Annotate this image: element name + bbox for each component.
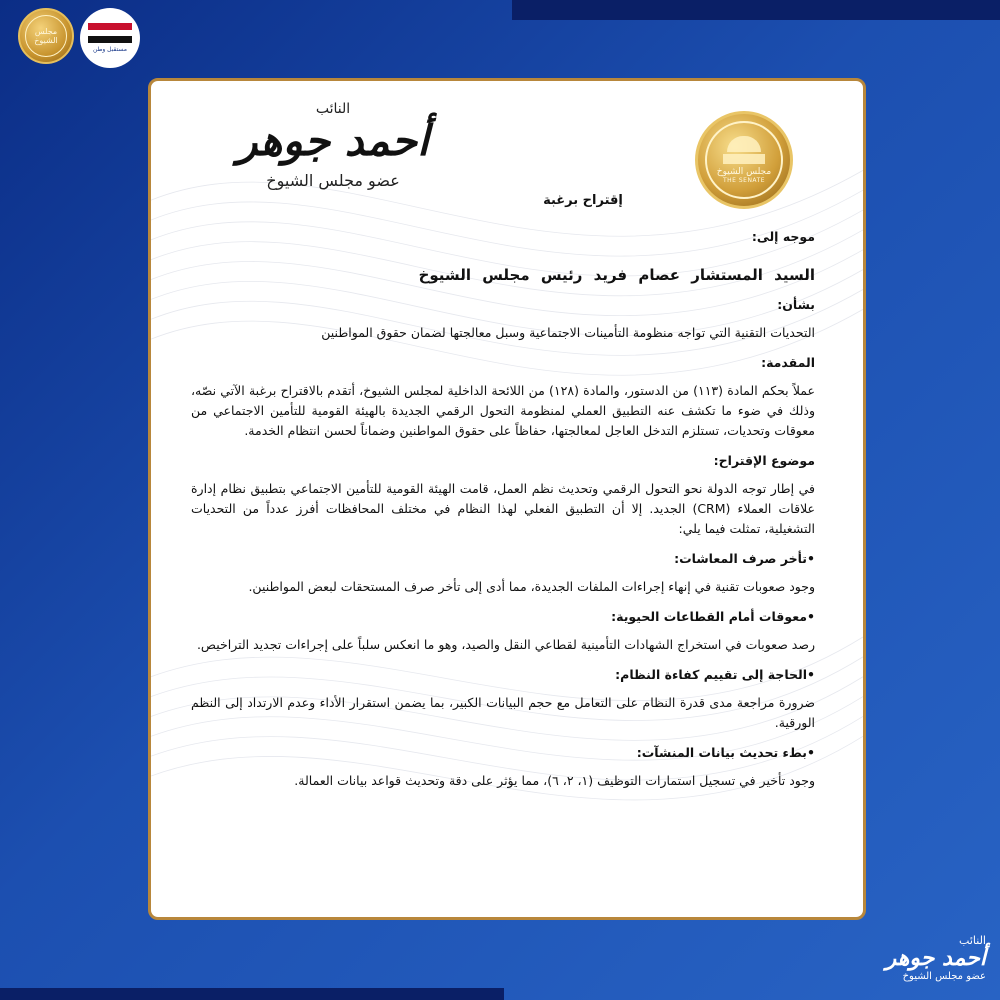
- intro-label: المقدمة:: [761, 355, 815, 370]
- item-text: ضرورة مراجعة مدى قدرة النظام على التعامل مع حجم البيانات الكبير، بما يضمن استقرار الأداء وعدم الارتداد إلى النظم الورقية.: [191, 695, 815, 730]
- topic-label: موضوع الإقتراح:: [713, 453, 815, 468]
- document-card: [148, 78, 866, 920]
- seal-english-text: THE SENATE: [722, 177, 766, 184]
- subject-label: بشأن:: [777, 297, 815, 312]
- document-title: إقتراح برغبة: [543, 193, 623, 208]
- footer-role: عضو مجلس الشيوخ: [902, 971, 986, 982]
- seal-ring: [705, 121, 783, 199]
- party-logo-icon: [80, 8, 140, 68]
- intro-text: عملاً بحكم المادة (١١٣) من الدستور، والمادة (١٢٨) من اللائحة الداخلية لمجلس الشيوخ، أتقدم بالاقتراح برغبة الآتي نصّه، وذلك في ضوء ما تكشف عنه التطبيق العملي لمنظومة التحول الرقمي الجديدة بالهيئة القومية للتأمين الاجتماعي من معوقات وتحديات، تستلزم التدخل العاجل لمعالجتها، حفاظاً على حقوق المواطنين وضماناً لحسن انتظام الخدمة.: [191, 383, 815, 438]
- top-dark-bar: [512, 0, 1000, 20]
- dome-icon: [727, 136, 761, 152]
- senate-logo-icon: [18, 8, 74, 64]
- item-heading: •معوقات أمام القطاعات الحيوية:: [611, 609, 815, 624]
- flag-icon: [88, 23, 132, 43]
- item-heading: •بطء تحديث بيانات المنشآت:: [636, 745, 815, 760]
- item-text: رصد صعوبات في استخراج الشهادات التأمينية لقطاعي النقل والصيد، وهو ما انعكس سلباً على إجراءات تجديد التراخيص.: [196, 637, 815, 652]
- member-title: النائب: [315, 101, 351, 117]
- addressee: السيد المستشار عصام فريد رئيس مجلس الشيوخ: [418, 266, 815, 284]
- to-label: موجه إلى:: [751, 229, 815, 244]
- subject-text: التحديات التقنية التي تواجه منظومة التأمينات الاجتماعية وسبل معالجتها لضمان حقوق المواطنين: [321, 325, 815, 340]
- building-base-icon: [723, 154, 765, 164]
- item-heading: •تأخر صرف المعاشات:: [674, 551, 815, 566]
- footer-name: أحمد جوهر: [885, 946, 986, 971]
- item-text: وجود صعوبات تقنية في إنهاء إجراءات الملفات الجديدة، مما أدى إلى تأخر صرف المستحقات لبعض المواطنين.: [248, 579, 815, 594]
- bottom-dark-bar: [0, 988, 504, 1000]
- top-logos: [18, 8, 140, 68]
- footer-signature: [886, 934, 986, 982]
- footer-title: النائب: [959, 934, 986, 947]
- document-body: [191, 191, 815, 799]
- member-name-header: [213, 101, 453, 190]
- member-name: أحمد جوهر: [237, 116, 429, 165]
- item-text: وجود تأخير في تسجيل استمارات التوظيف (١، ٢، ٦)، مما يؤثر على دقة وتحديث قواعد بيانات العمالة.: [294, 773, 815, 788]
- party-logo-caption: مستقبل وطن: [93, 46, 127, 53]
- item-heading: •الحاجة إلى تقييم كفاءة النظام:: [615, 667, 815, 682]
- senate-logo-text: مجلس الشيوخ: [25, 15, 67, 57]
- topic-text: في إطار توجه الدولة نحو التحول الرقمي وتحديث نظم العمل، قامت الهيئة القومية للتأمين الاجتماعي بتطبيق نظام إدارة علاقات العملاء (CRM) الجديد. إلا أن التطبيق الفعلي لهذا النظام في مختلف المحافظات أفرز عدداً من التحديات التشغيلية، تمثلت فيما يلي:: [191, 481, 816, 536]
- member-role: عضو مجلس الشيوخ: [266, 171, 400, 190]
- seal-arabic-text: مجلس الشيوخ: [716, 167, 772, 177]
